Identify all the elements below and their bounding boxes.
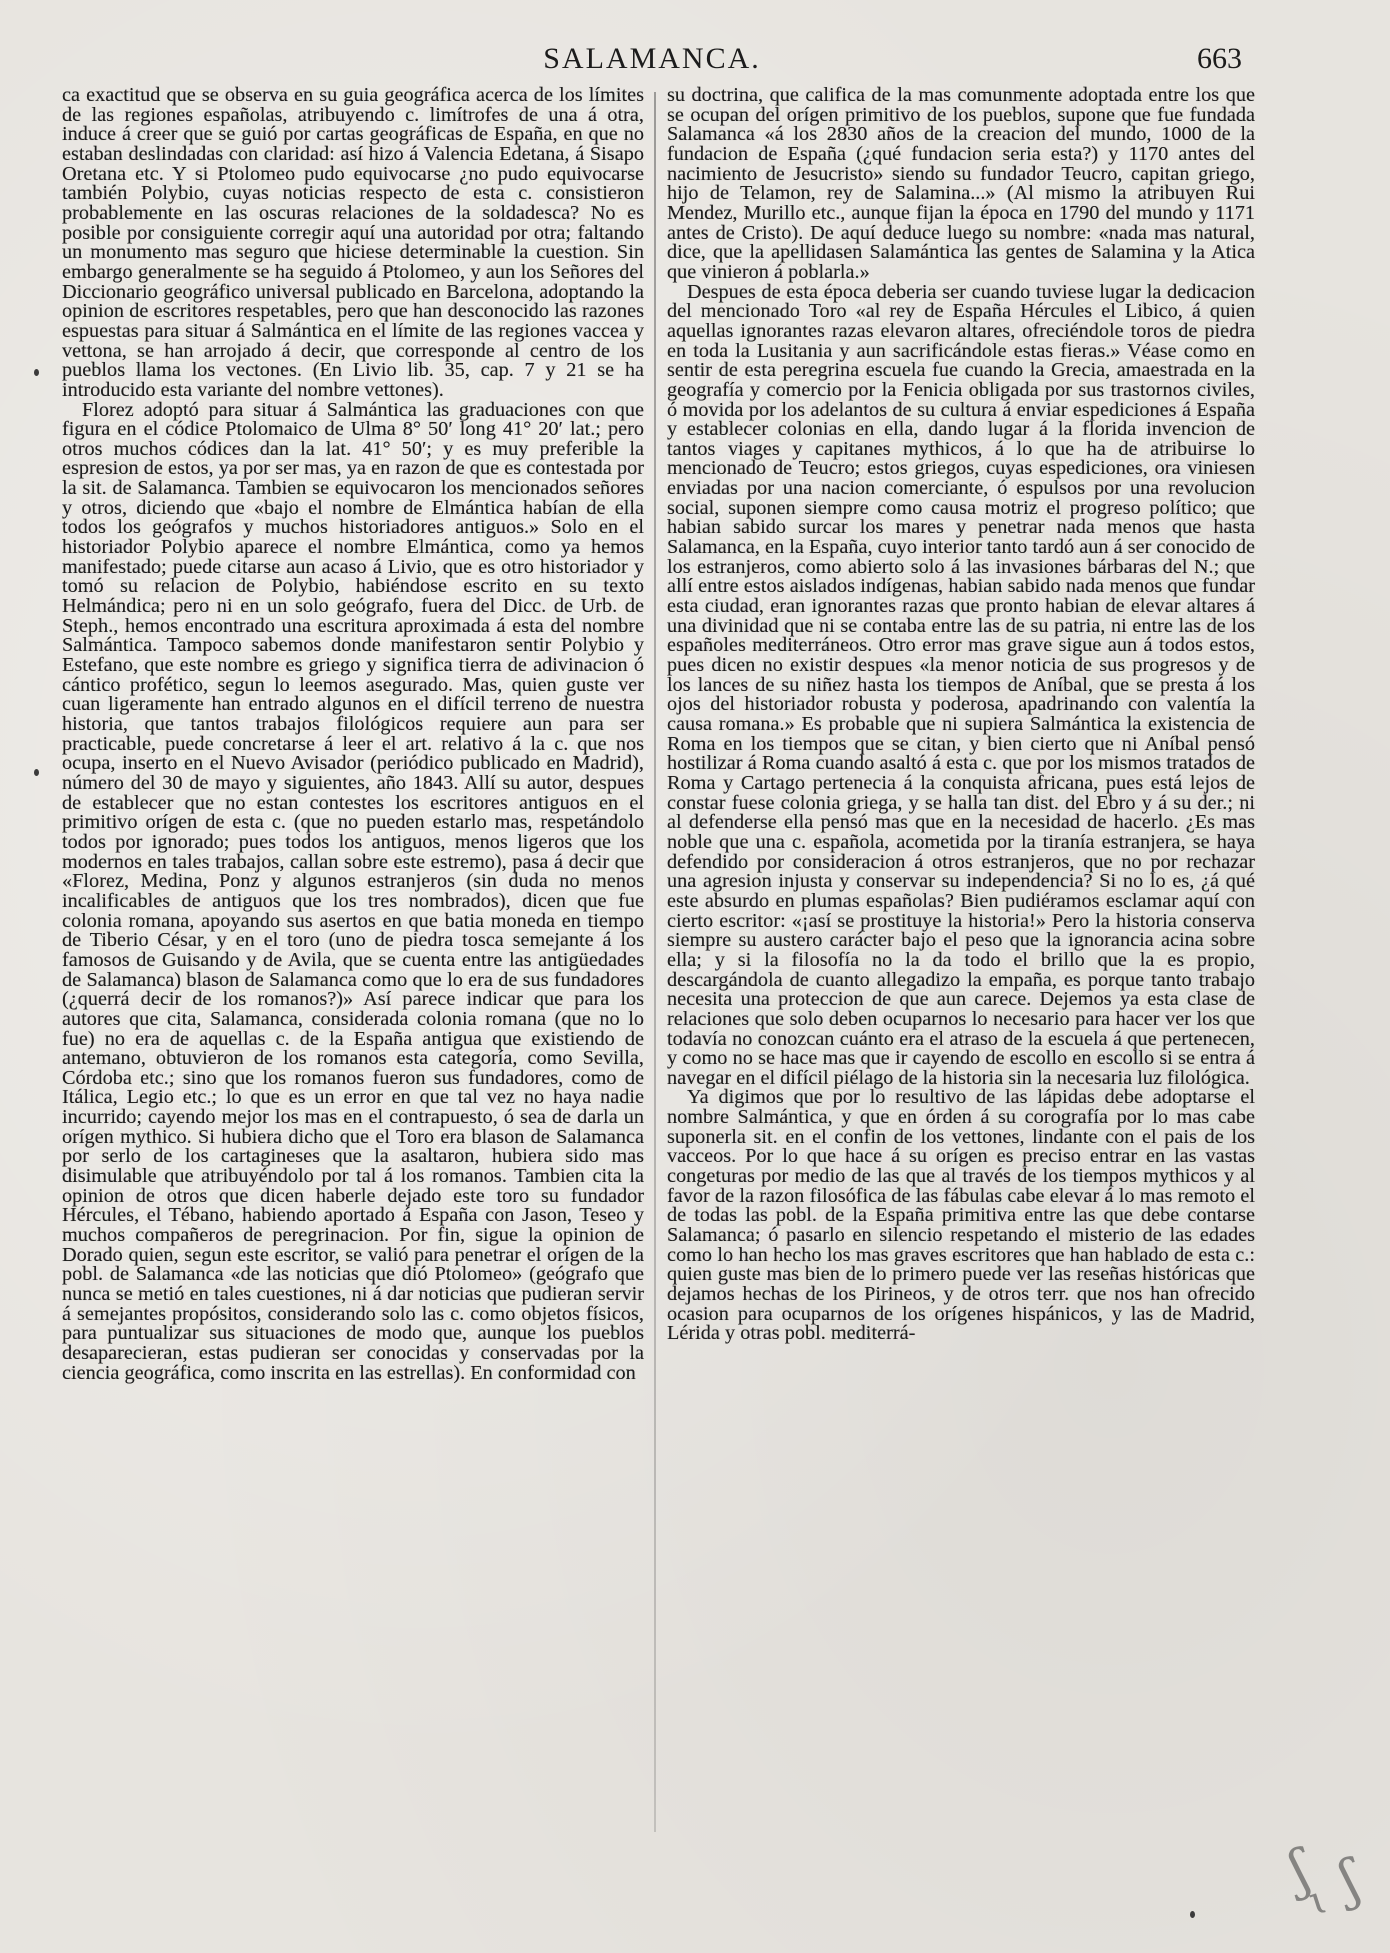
margin-scribble: ɩ xyxy=(1303,1876,1333,1926)
right-paragraph-1: su doctrina, que califica de la mas comunmente adoptada entre los que se ocupan del orígen primitivo de los pueblos, supone que fue fundada Salamanca «á los 2830 años de la creacion del mundo, 1000 de la fundacion de España (¿qué fundacion seria esta?) y 1170 antes del nacimiento de Jesucristo» siendo su fundador Teucro, capitan griego, hijo de Telamon, rey de Salamina...» (Al mismo la atribuyen Rui Mendez, Murillo etc., aunque fijan la época en 1790 del mundo y 1171 antes de Cristo). De aquí deduce luego su nombre: «nada mas natural, dice, que la apellidasen Salamántica las gentes de Salamina y la Atica que vinieron á poblarla.» xyxy=(667,84,1255,283)
margin-scribble: ʃ xyxy=(1332,1847,1367,1912)
margin-scribble: ʃ xyxy=(1282,1837,1317,1902)
left-paragraph-1: ca exactitud que se observa en su guia geográfica acerca de los límites de las regiones españolas, atribuyendo c. limítrofes de una á otra, induce á creer que se guió por cartas geográficas de España, en que no estaban deslindadas con claridad: así hizo á Valencia Edetana, á Sisapo Oretana etc. Y si Ptolomeo pudo equivocarse ¿no pudo equivocarse también Polybio, cuyas noticias respecto de esta c. consistieron probablemente en las oscuras relaciones de la soldadesca? No es posible por consiguiente corregir aquí una autoridad por otra; faltando un monumento mas seguro que hiciese determinable la cuestion. Sin embargo generalmente se ha seguido á Ptolomeo, y aun los Señores del Diccionario geográfico universal publicado en Barcelona, adoptando la opinion de escritores respetables, pero que han desconocido las razones espuestas para situar á Salmántica en el límite de las regiones vaccea y vettona, se han arrojado á decir, que corresponde al centro de los pueblos llama los vectones. (En Livio lib. 35, cap. 7 y 21 se ha introducido esta variante del nombre vettones). xyxy=(62,84,644,401)
page-title: SALAMANCA. xyxy=(543,42,761,75)
left-paragraph-2: Florez adoptó para situar á Salmántica las graduaciones con que figura en el códice Ptolomaico de Ulma 8° 50′ long 41° 20′ lat.; pero otros muchos códices dan la lat. 41° 50′; y es muy preferible la espresion de estos, ya por ser mas, ya en razon de que es contestada por la sit. de Salamanca. Tambien se equivocaron los mencionados señores y otros, diciendo que «bajo el nombre de Elmántica habían de ella todos los geógrafos y muchos historiadores antiguos.» Solo en el historiador Polybio aparece el nombre Elmántica, como ya hemos manifestado; puede citarse aun acaso á Livio, que es otro historiador y tomó su relacion de Polybio, habiéndose escrito en su texto Helmándica; pero ni en un solo geógrafo, fuera del Dicc. de Urb. de Steph., hemos encontrado una escritura aproximada á esta del nombre Salmántica. Tampoco sabemos donde manifestaron sentir Polybio y Estefano, que este nombre es griego y significa tierra de adivinacion ó cántico profético, segun lo leemos asegurado. Mas, quien guste ver cuan ligeramente han entrado algunos en el difícil terreno de nuestra historia, que tantos trabajos filológicos requiere aun para ser practicable, puede concretarse á leer el art. relativo á la c. que nos ocupa, inserto en el Nuevo Avisador (periódico publicado en Madrid), número del 30 de mayo y siguientes, año 1843. Allí su autor, despues de establecer que no estan contestes los escritores antiguos en el primitivo orígen de esta c. (que no pueden estarlo mas, respetándolo todos por ignorado; pues todos los antiguos, menos ligeros que los modernos en tales trabajos, callan sobre este estremo), pasa á decir que «Florez, Medina, Ponz y algunos estranjeros (sin duda no menos incalificables de antiguos que los tres nombrados), dicen que fue colonia romana, apoyando sus asertos en que batia moneda en tiempo de Tiberio César, y en el toro (uno de piedra tosca semejante á los famosos de Guisando y de Avila, que se cuenta entre las antigüedades de Salamanca) blason de Salamanca como que lo era de sus fundadores (¿querrá decir de los romanos?)» Así parece indicar que para los autores que cita, Salamanca, considerada colonia romana (que no lo fue) no era de aquellas c. de la España antigua que existiendo de antemano, obtuvieron de los romanos esta categoría, como Sevilla, Córdoba etc.; sino que los romanos fueron sus fundadores, como de Itálica, Legio etc.; lo que es un error en que tal vez no haya nadie incurrido; cayendo mejor los mas en el contrapuesto, ó sea de darla un orígen mythico. Si hubiera dicho que el Toro era blason de Salamanca por serlo de los cartagineses que la asaltaron, hubiera sido mas disimulable que atribuyéndolo por tal á los romanos. Tambien cita la opinion de otros que dicen haberle dejado este toro su fundador Hércules, el Tébano, habiendo aportado á España con Jason, Teseo y muchos compañeros de peregrinacion. Por fin, sigue la opinion de Dorado quien, segun este escritor, se valió para penetrar el orígen de la pobl. de Salamanca «de las noticias que dió Ptolomeo» (geógrafo que nunca se metió en tales cuestiones, ni á dar noticias que pudieran servir á semejantes propósitos, considerando solo las c. como objetos físicos, para puntualizar sus situaciones de modo que, aunque los pueblos desaparecieran, estas pudieran ser conocidas y conservadas por la ciencia geográfica, como inscrita en las estrellas). En conformidad con xyxy=(62,398,644,1384)
page-header xyxy=(62,42,1242,82)
right-column xyxy=(667,86,1255,1344)
column-divider xyxy=(654,92,656,1832)
left-column xyxy=(62,86,644,1383)
margin-dot xyxy=(34,369,39,376)
margin-dot xyxy=(34,769,39,776)
right-paragraph-2: Despues de esta época deberia ser cuando tuviese lugar la dedicacion del mencionado Toro «al rey de España Hércules el Libico, á quien aquellas ignorantes razas elevaron altares, ofreciéndole toros de piedra en toda la Lusitania y aun sacrificándole estas fieras.» Véase como en sentir de esta peregrina escuela fue cuando la Grecia, amaestrada en la geografía y comercio por la Fenicia obligada por sus trastornos civiles, ó movida por los adelantos de su cultura á enviar espediciones á España y establecer colonias en ella, dando lugar á la florida invencion de tantos viages y capitanes mythicos, á lo que ha de atribuirse lo mencionado de Teucro; estos griegos, cuyas espediciones, ora viniesen enviadas por una nacion comerciante, ó espulsos por una revolucion social, suponen siempre como causa motriz el progreso político; que habian sabido surcar los mares y penetrar nada menos que hasta Salamanca, en la España, cuyo interior tanto tardó aun á ser conocido de los estranjeros, como abierto solo á las invasiones bárbaras del N.; que allí entre estos aislados indígenas, habian sabido nada menos que fundar esta ciudad, eran ignorantes razas que pronto habian de elevar altares á una divinidad que ni se contaba entre las de su patria, ni entre las de los españoles mediterráneos. Otro error mas grave sigue aun á todos estos, pues dicen no existir despues «la menor noticia de sus progresos y de los lances de su niñez hasta los tiempos de Aníbal, que se presta á los ojos del historiador robusta y poderosa, apadrinando con valentía la causa romana.» Es probable que ni supiera Salmántica la existencia de Roma en los tiempos que se citan, y bien cierto que ni Aníbal pensó hostilizar á Roma cuando asaltó á esta c. que por los mismos tratados de Roma y Cartago pertenecia á la conquista africana, pues está lejos de constar fuese colonia griega, y se halla tan dist. del Ebro y á su der.; ni al defenderse ella pensó mas que en la necesidad de hacerlo. ¿Es mas noble que una c. española, acometida por la tiranía estranjera, se haya defendido por consideracion á otros estranjeros, que no por rechazar una agresion injusta y conservar su independencia? Si no lo es, ¿á qué este absurdo en plumas españolas? Bien pudiéramos esclamar aquí con cierto escritor: «¡así se prostituye la historia!» Pero la historia conserva siempre su austero carácter bajo el peso que la ignorancia acina sobre ella; y si la filosofía no la da todo el brillo que la es propio, descargándola de cuanto allegadizo la empaña, es porque tanto trabajo necesita una proteccion de que aun carece. Dejemos ya esta clase de relaciones que solo deben ocuparnos lo necesario para hacer ver los que todavía no conozcan cuánto era el atraso de la escuela á que pertenecen, y como no se hace mas que ir cayendo de escollo en escollo si se entra á navegar en el difícil piélago de la historia sin la necesaria luz filológica. xyxy=(667,280,1255,1089)
page-number: 663 xyxy=(1197,42,1242,75)
right-paragraph-3: Ya digimos que por lo resultivo de las lápidas debe adoptarse el nombre Salmántica, y que en órden á su corografía por lo mas cabe suponerla sit. en el confin de los vettones, lindante con el pais de los vacceos. Por lo que hace á su orígen es preciso entrar en las vastas congeturas por medio de las que al través de los tiempos mythicos y al favor de la razon filosófica de las fábulas cabe elevar á lo mas remoto el de todas las pobl. de la España primitiva entre las que debe contarse Salamanca; ó pasarlo en silencio respetando el misterio de las edades como lo han hecho los mas graves escritores que han hablado de esta c.: quien guste mas bien de lo primero puede ver las reseñas históricas que dejamos hechas de los Pirineos, y de otros terr. que nos han ofrecido ocasion para ocuparnos de los orígenes hispánicos, y las de Madrid, Lérida y otras pobl. mediterrá- xyxy=(667,1086,1255,1345)
margin-dot xyxy=(1190,1911,1195,1918)
